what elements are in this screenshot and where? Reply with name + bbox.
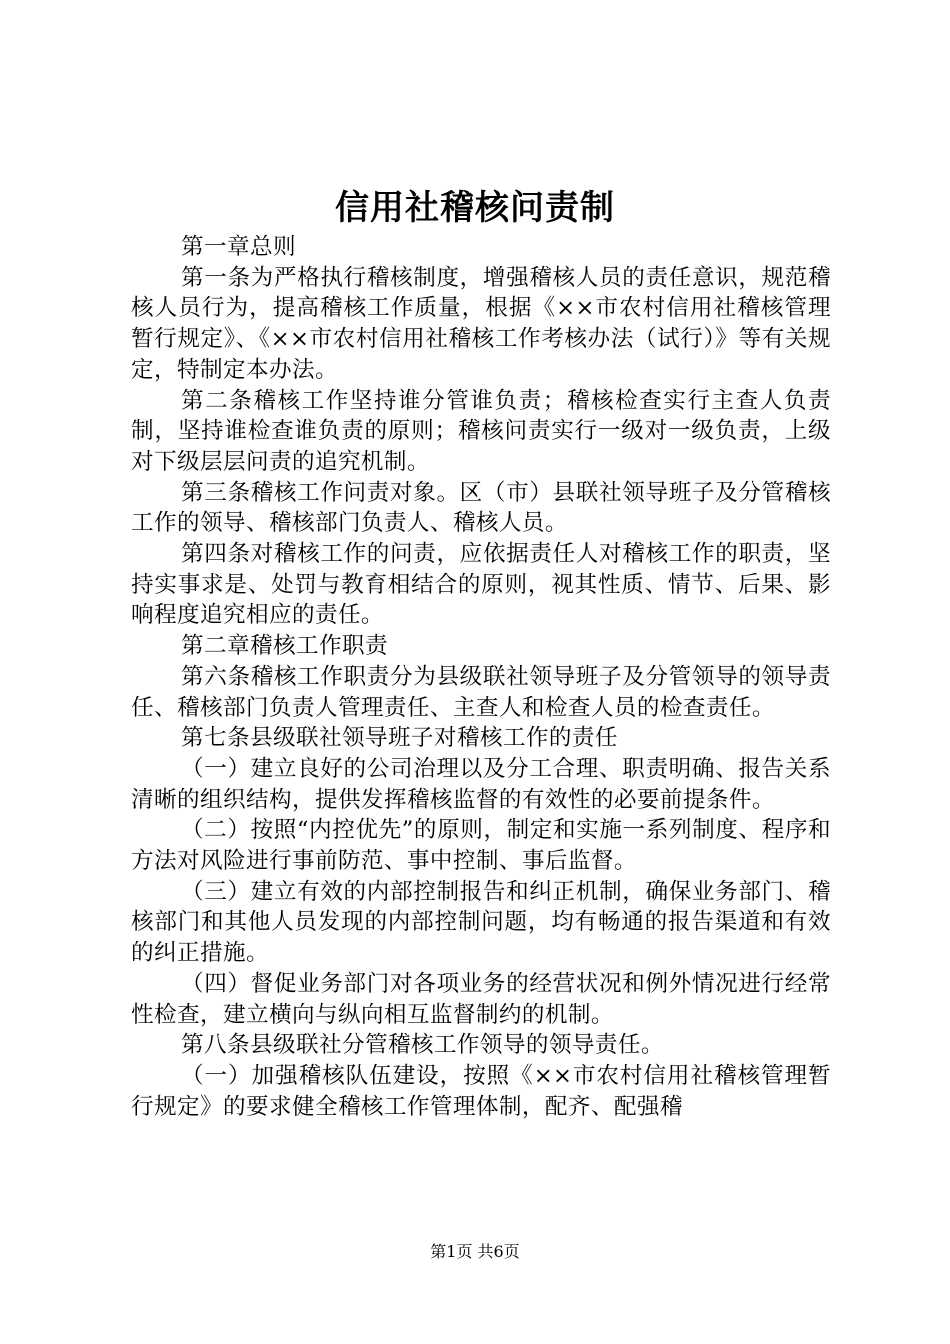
article-paragraph: 第三条稽核工作问责对象。区（市）县联社领导班子及分管稽核工作的领导、稽核部门负责人、稽核人员。: [131, 479, 831, 537]
document-title: 信用社稽核问责制: [335, 188, 615, 228]
clause-paragraph: （三）建立有效的内部控制报告和纠正机制，确保业务部门、稽核部门和其他人员发现的内部控制问题，均有畅通的报告渠道和有效的纠正措施。: [131, 878, 831, 967]
article-paragraph: 第七条县级联社领导班子对稽核工作的责任: [181, 725, 618, 752]
clause-paragraph: （一）建立良好的公司治理以及分工合理、职责明确、报告关系清晰的组织结构，提供发挥稽核监督的有效性的必要前提条件。: [131, 755, 831, 813]
document-body: [131, 232, 831, 1122]
chapter-heading: 第一章总则: [181, 234, 296, 260]
clause-paragraph: （二）按照“内控优先”的原则，制定和实施一系列制度、程序和方法对风险进行事前防范、事中控制、事后监督。: [131, 817, 831, 875]
article-paragraph: 第二条稽核工作坚持谁分管谁负责；稽核检查实行主查人负责制，坚持谁检查谁负责的原则；稽核问责实行一级对一级负责，上级对下级层层问责的追究机制。: [131, 387, 831, 475]
page-number-footer: 第1页 共6页: [430, 1242, 520, 1261]
chapter-heading: 第二章稽核工作职责: [181, 633, 388, 660]
article-paragraph: 第六条稽核工作职责分为县级联社领导班子及分管领导的领导责任、稽核部门负责人管理责任、主查人和检查人员的检查责任。: [131, 663, 831, 721]
article-paragraph: 第四条对稽核工作的问责，应依据责任人对稽核工作的职责，坚持实事求是、处罚与教育相结合的原则，视其性质、情节、后果、影响程度追究相应的责任。: [131, 541, 831, 629]
article-paragraph: 第八条县级联社分管稽核工作领导的领导责任。: [181, 1032, 664, 1059]
article-paragraph: 第一条为严格执行稽核制度，增强稽核人员的责任意识，规范稽核人员行为，提高稽核工作质量，根据《××市农村信用社稽核管理暂行规定》、《××市农村信用社稽核工作考核办法（试行）》等有关规定，特制定本办法。: [131, 264, 831, 383]
clause-paragraph: （一）加强稽核队伍建设，按照《××市农村信用社稽核管理暂行规定》的要求健全稽核工作管理体制，配齐、配强稽: [131, 1062, 831, 1120]
clause-paragraph: （四）督促业务部门对各项业务的经营状况和例外情况进行经常性检查，建立横向与纵向相互监督制约的机制。: [131, 970, 831, 1028]
